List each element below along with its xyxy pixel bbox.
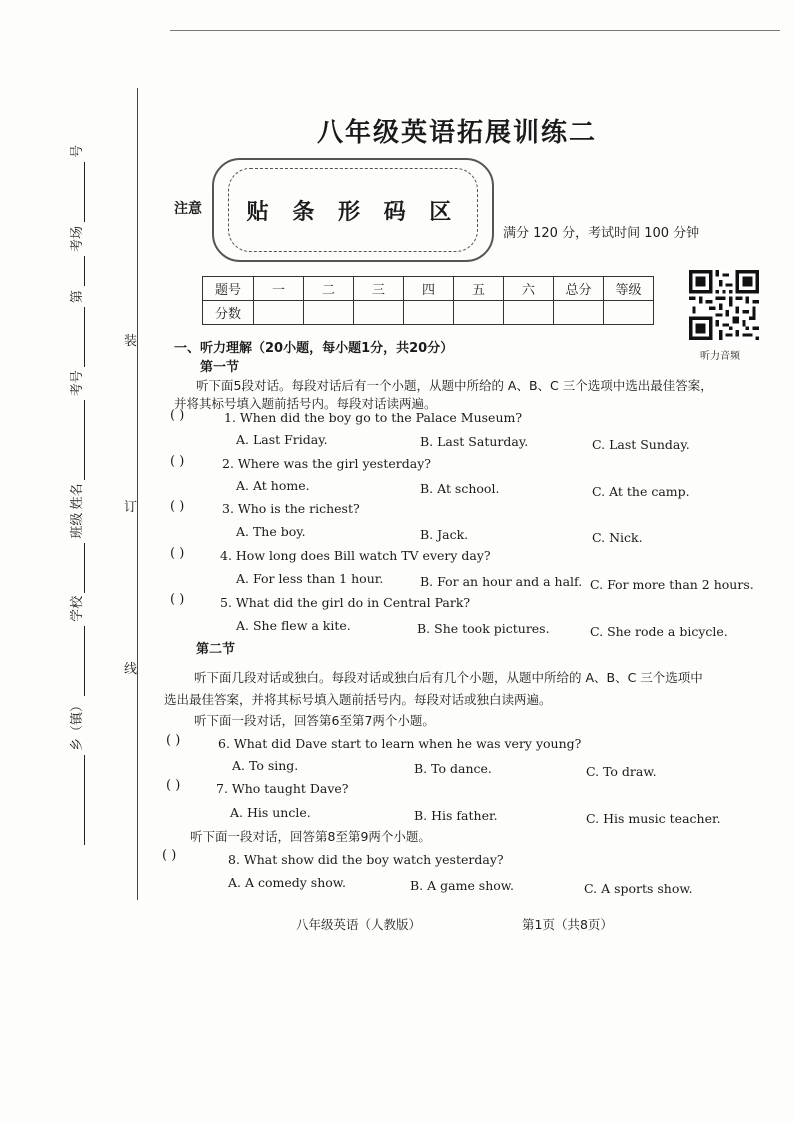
- option-a: A. For less than 1 hour.: [236, 571, 384, 586]
- option-a: A. A comedy show.: [228, 875, 346, 890]
- answer-bracket[interactable]: ( ): [170, 499, 185, 514]
- margin-field-town: 乡（镇）: [66, 699, 85, 845]
- margin-field-exam-number: 考号: [66, 370, 85, 480]
- footer-subject: 八年级英语（人教版）: [296, 917, 422, 932]
- section1-instruction: 并将其标号填入题前括号内。每段对话读两遍。: [174, 396, 437, 411]
- option-c: C. Nick.: [592, 530, 643, 545]
- option-c: C. To draw.: [586, 764, 657, 779]
- qr-code-icon[interactable]: [689, 270, 759, 340]
- question-text: 3. Who is the richest?: [222, 501, 360, 516]
- option-b: B. Last Saturday.: [420, 434, 529, 449]
- score-table-score-row: [203, 301, 654, 325]
- dialogue-group-intro: 听下面一段对话，回答第6至第7两个小题。: [194, 713, 435, 728]
- option-a: A. The boy.: [236, 524, 306, 539]
- answer-bracket[interactable]: ( ): [162, 848, 177, 863]
- option-b: B. His father.: [414, 808, 498, 823]
- barcode-area-label: 贴 条 形 码 区: [228, 168, 478, 252]
- option-a: A. She flew a kite.: [236, 618, 351, 633]
- option-b: B. Jack.: [420, 527, 469, 542]
- score-table-header-row: [203, 277, 654, 301]
- option-b: B. A game show.: [410, 878, 514, 893]
- score-cell: 六: [504, 277, 554, 301]
- margin-field-class: 班级: [66, 513, 85, 593]
- binding-char-ding: 订: [124, 500, 138, 515]
- score-input-cell[interactable]: [404, 301, 454, 325]
- binding-char-xian: 线: [124, 662, 138, 677]
- answer-bracket[interactable]: ( ): [170, 454, 185, 469]
- answer-bracket[interactable]: ( ): [170, 592, 185, 607]
- binding-margin: [55, 145, 85, 845]
- score-input-cell[interactable]: [554, 301, 604, 325]
- section2-heading: 第二节: [196, 642, 236, 657]
- option-a: A. His uncle.: [230, 805, 311, 820]
- option-a: A. At home.: [236, 478, 310, 493]
- option-b: B. At school.: [420, 481, 500, 496]
- answer-bracket[interactable]: ( ): [166, 778, 181, 793]
- section2-instruction: 听下面几段对话或独白。每段对话或独白后有几个小题，从题中所给的 A、B、C 三个选项中: [194, 670, 703, 685]
- option-a: A. Last Friday.: [236, 432, 328, 447]
- option-c: C. At the camp.: [592, 484, 690, 499]
- score-cell: 总分: [554, 277, 604, 301]
- score-table: [202, 276, 654, 325]
- binding-char-zhuang: 装: [124, 334, 138, 349]
- answer-bracket[interactable]: ( ): [166, 733, 181, 748]
- score-cell: 题号: [203, 277, 254, 301]
- footer-page-number: 第1页（共8页）: [522, 917, 613, 932]
- scan-top-rule: [170, 30, 780, 31]
- score-input-cell[interactable]: [354, 301, 404, 325]
- score-cell: 二: [304, 277, 354, 301]
- score-input-cell[interactable]: [604, 301, 654, 325]
- answer-bracket[interactable]: ( ): [170, 546, 185, 561]
- score-cell: 四: [404, 277, 454, 301]
- section1-instruction: 听下面5段对话。每段对话后有一个小题，从题中所给的 A、B、C 三个选项中选出最佳答案，: [196, 378, 713, 393]
- score-input-cell[interactable]: [254, 301, 304, 325]
- score-cell: 等级: [604, 277, 654, 301]
- option-c: C. For more than 2 hours.: [590, 577, 754, 592]
- notice-label: 注意: [174, 201, 202, 217]
- score-cell: 五: [454, 277, 504, 301]
- option-c: C. A sports show.: [584, 881, 693, 896]
- option-a: A. To sing.: [232, 758, 299, 773]
- answer-bracket[interactable]: ( ): [170, 408, 185, 423]
- option-b: B. To dance.: [414, 761, 492, 776]
- question-text: 7. Who taught Dave?: [216, 781, 349, 796]
- question-text: 8. What show did the boy watch yesterday?: [228, 852, 504, 867]
- section1-heading: 第一节: [200, 360, 240, 375]
- margin-field-room: 第 考场 号: [66, 145, 85, 367]
- qr-label: 听力音频: [700, 351, 740, 362]
- part1-heading: 一、听力理解（20小题，每小题1分，共20分）: [174, 341, 454, 356]
- question-text: 4. How long does Bill watch TV every day?: [220, 548, 491, 563]
- option-b: B. For an hour and a half.: [420, 574, 583, 589]
- score-input-cell[interactable]: [454, 301, 504, 325]
- question-text: 1. When did the boy go to the Palace Museum?: [224, 410, 523, 425]
- score-input-cell[interactable]: [504, 301, 554, 325]
- barcode-area: [212, 158, 494, 262]
- dialogue-group-intro: 听下面一段对话，回答第8至第9两个小题。: [190, 829, 431, 844]
- margin-field-school: 学校: [66, 596, 85, 696]
- score-cell: 三: [354, 277, 404, 301]
- option-c: C. Last Sunday.: [592, 437, 690, 452]
- option-c: C. His music teacher.: [586, 811, 721, 826]
- margin-field-name: 姓名: [70, 483, 85, 510]
- score-cell: 一: [254, 277, 304, 301]
- score-input-cell[interactable]: [304, 301, 354, 325]
- score-cell: 分数: [203, 301, 254, 325]
- option-c: C. She rode a bicycle.: [590, 624, 728, 639]
- section2-instruction: 选出最佳答案，并将其标号填入题前括号内。每段对话或独白读两遍。: [164, 692, 552, 707]
- score-info: 满分 120 分，考试时间 100 分钟: [503, 226, 700, 241]
- question-text: 2. Where was the girl yesterday?: [222, 456, 431, 471]
- question-text: 5. What did the girl do in Central Park?: [220, 595, 471, 610]
- page-title: 八年级英语拓展训练二: [316, 118, 597, 148]
- question-text: 6. What did Dave start to learn when he was very young?: [218, 736, 582, 751]
- binding-rule: [137, 88, 138, 900]
- option-b: B. She took pictures.: [417, 621, 550, 636]
